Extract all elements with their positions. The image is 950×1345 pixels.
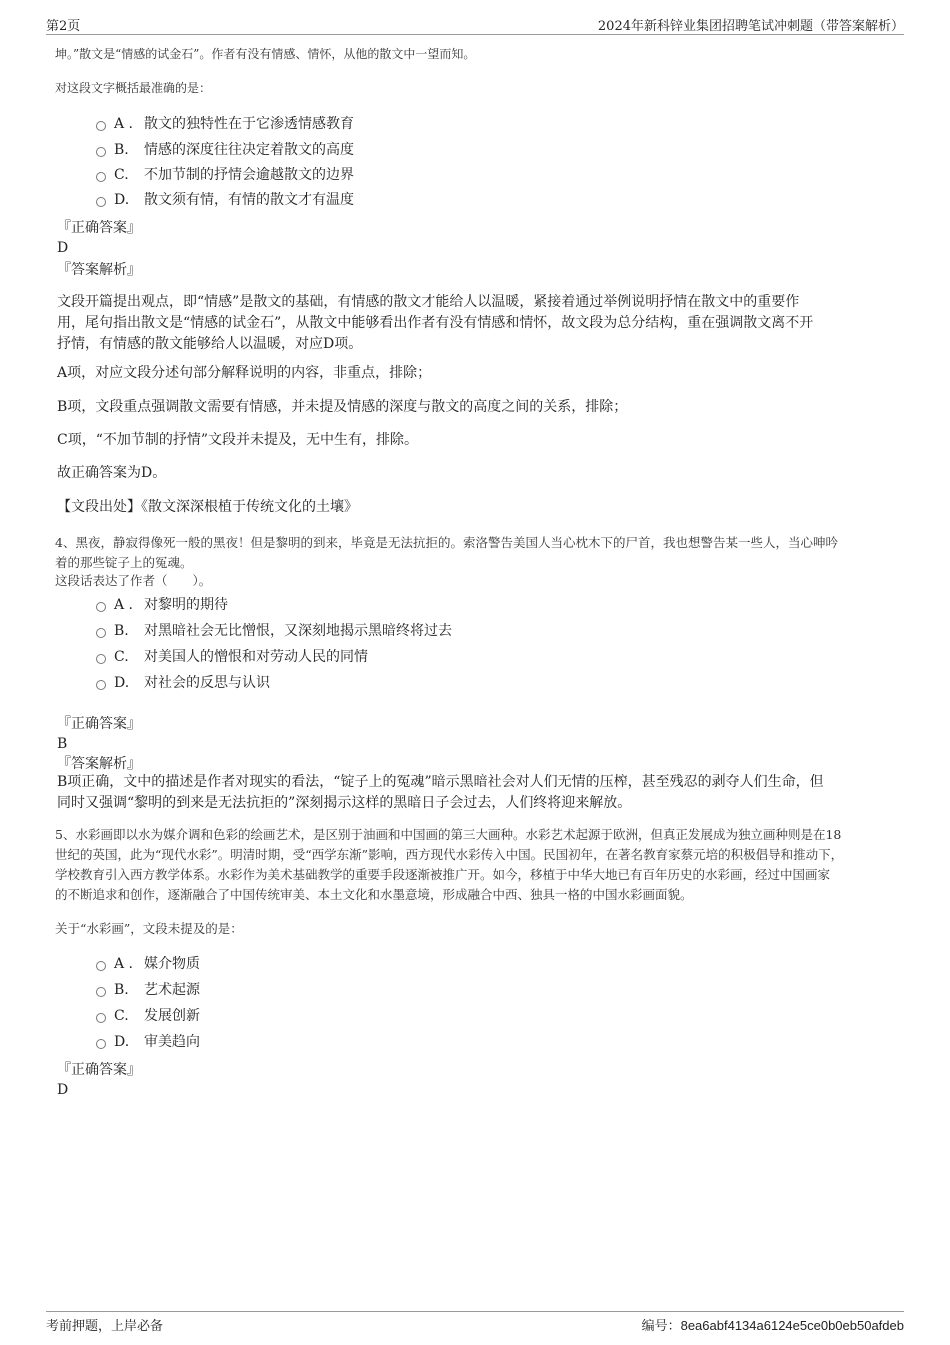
code-label: 编号： xyxy=(641,1319,681,1334)
radio-icon[interactable] xyxy=(96,172,106,182)
q5-option-a[interactable]: A . 媒介物质 xyxy=(96,954,200,974)
code-value: 8ea6abf4134a6124e5ce0b0eb50afdeb xyxy=(680,1318,904,1333)
page-number: 第2页 xyxy=(46,19,81,34)
radio-icon[interactable] xyxy=(96,961,106,971)
q4-answer-label: 『正确答案』 xyxy=(57,716,141,732)
page-footer xyxy=(46,1311,904,1336)
q3-answer-label: 『正确答案』 xyxy=(57,220,141,236)
q5-answer: D xyxy=(57,1082,69,1098)
q5-answer-label: 『正确答案』 xyxy=(57,1062,141,1078)
q4-option-b[interactable]: B. 对黑暗社会无比憎恨，又深刻地揭示黑暗终将过去 xyxy=(96,621,452,641)
document-code xyxy=(642,1315,904,1334)
q5-stem: 5、水彩画即以水为媒介调和色彩的绘画艺术，是区别于油画和中国画的第三大画种。水彩艺术起源于欧洲，但真正发展成为独立画种则是在18 世纪的英国，此为“现代水彩”。明清时期，受“西学东渐”影响，西方现代水彩传入中国。民国初年，在著名教育家蔡元培的积极倡导和推动下， 学校教育引入西方教学体系。水彩作为美术基础教学的重要手段逐渐被推广开。如今，移植于中华大地已有百年历史的水彩画，经过中国画家 的不断追求和创作，逐渐融合了中国传统审美、本土文化和水墨意境，形成融合中西、独具一格的中国水彩画面貌。 xyxy=(55,827,844,902)
radio-icon[interactable] xyxy=(96,654,106,664)
q3-option-a[interactable]: A . 散文的独特性在于它渗透情感教育 xyxy=(96,114,354,134)
q4-stem: 4、黑夜，静寂得像死一般的黑夜！但是黎明的到来，毕竟是无法抗拒的。索洛警告美国人当心枕木下的尸首，我也想警告某一些人，当心呻吟 着的那些锭子上的冤魂。 xyxy=(55,535,838,570)
q3-analysis: 文段开篇提出观点，即“情感”是散文的基础，有情感的散文才能给人以温暖，紧接着通过举例说明抒情在散文中的重要作 用，尾句指出散文是“情感的试金石”，从散文中能够看出作者有没有情感和情怀，故文段为总分结构，重在强调散文离不开 抒情，有情感的散文能够给人以温暖，对应D项。 xyxy=(57,294,814,352)
q4-analysis-label: 『答案解析』 xyxy=(57,756,141,772)
footer-slogan: 考前押题，上岸必备 xyxy=(46,1319,164,1334)
q5-prompt: 关于“水彩画”，文段未提及的是： xyxy=(55,921,243,936)
q3-prompt: 对这段文字概括最准确的是： xyxy=(55,81,212,95)
q3-option-d[interactable]: D. 散文须有情，有情的散文才有温度 xyxy=(96,190,354,210)
q3-conclusion: 故正确答案为D。 xyxy=(57,465,167,481)
page-header xyxy=(46,14,904,35)
radio-icon[interactable] xyxy=(96,121,106,131)
q5-option-c[interactable]: C. 发展创新 xyxy=(96,1006,200,1026)
radio-icon[interactable] xyxy=(96,1013,106,1023)
q3-analysis-c: C项，“不加节制的抒情”文段并未提及，无中生有，排除。 xyxy=(57,432,419,448)
q4-answer: B xyxy=(57,736,68,752)
q4-option-c[interactable]: C. 对美国人的憎恨和对劳动人民的同情 xyxy=(96,647,368,667)
q5-option-d[interactable]: D. 审美趋向 xyxy=(96,1032,200,1052)
radio-icon[interactable] xyxy=(96,1039,106,1049)
radio-icon[interactable] xyxy=(96,987,106,997)
q3-analysis-a: A项，对应文段分述句部分解释说明的内容，非重点，排除； xyxy=(57,365,432,381)
q4-prompt: 这段话表达了作者（ ）。 xyxy=(55,573,212,588)
radio-icon[interactable] xyxy=(96,197,106,207)
q3-intro-tail: 坤。”散文是“情感的试金石”。作者有没有情感、情怀，从他的散文中一望而知。 xyxy=(55,47,476,61)
radio-icon[interactable] xyxy=(96,628,106,638)
q4-option-a[interactable]: A . 对黎明的期待 xyxy=(96,595,228,615)
document-title: 2024年新科锌业集团招聘笔试冲刺题（带答案解析） xyxy=(597,19,904,34)
q3-analysis-label: 『答案解析』 xyxy=(57,262,141,278)
q3-option-b[interactable]: B. 情感的深度往往决定着散文的高度 xyxy=(96,140,354,160)
q5-option-b[interactable]: B. 艺术起源 xyxy=(96,980,200,1000)
q3-answer: D xyxy=(57,240,69,256)
q4-analysis: B项正确，文中的描述是作者对现实的看法，“锭子上的冤魂”暗示黑暗社会对人们无情的压榨，甚至残忍的剥夺人们生命，但 同时又强调“黎明的到来是无法抗拒的”深刻揭示这样的黑暗日子会过去，人们终将迎来解放。 xyxy=(57,774,824,811)
radio-icon[interactable] xyxy=(96,147,106,157)
q3-source: 【文段出处】《散文深深根植于传统文化的土壤》 xyxy=(57,499,358,515)
q4-option-d[interactable]: D. 对社会的反思与认识 xyxy=(96,673,270,693)
q3-option-c[interactable]: C. 不加节制的抒情会逾越散文的边界 xyxy=(96,165,354,185)
radio-icon[interactable] xyxy=(96,602,106,612)
radio-icon[interactable] xyxy=(96,680,106,690)
q3-analysis-b: B项，文段重点强调散文需要有情感，并未提及情感的深度与散文的高度之间的关系，排除； xyxy=(57,399,628,415)
